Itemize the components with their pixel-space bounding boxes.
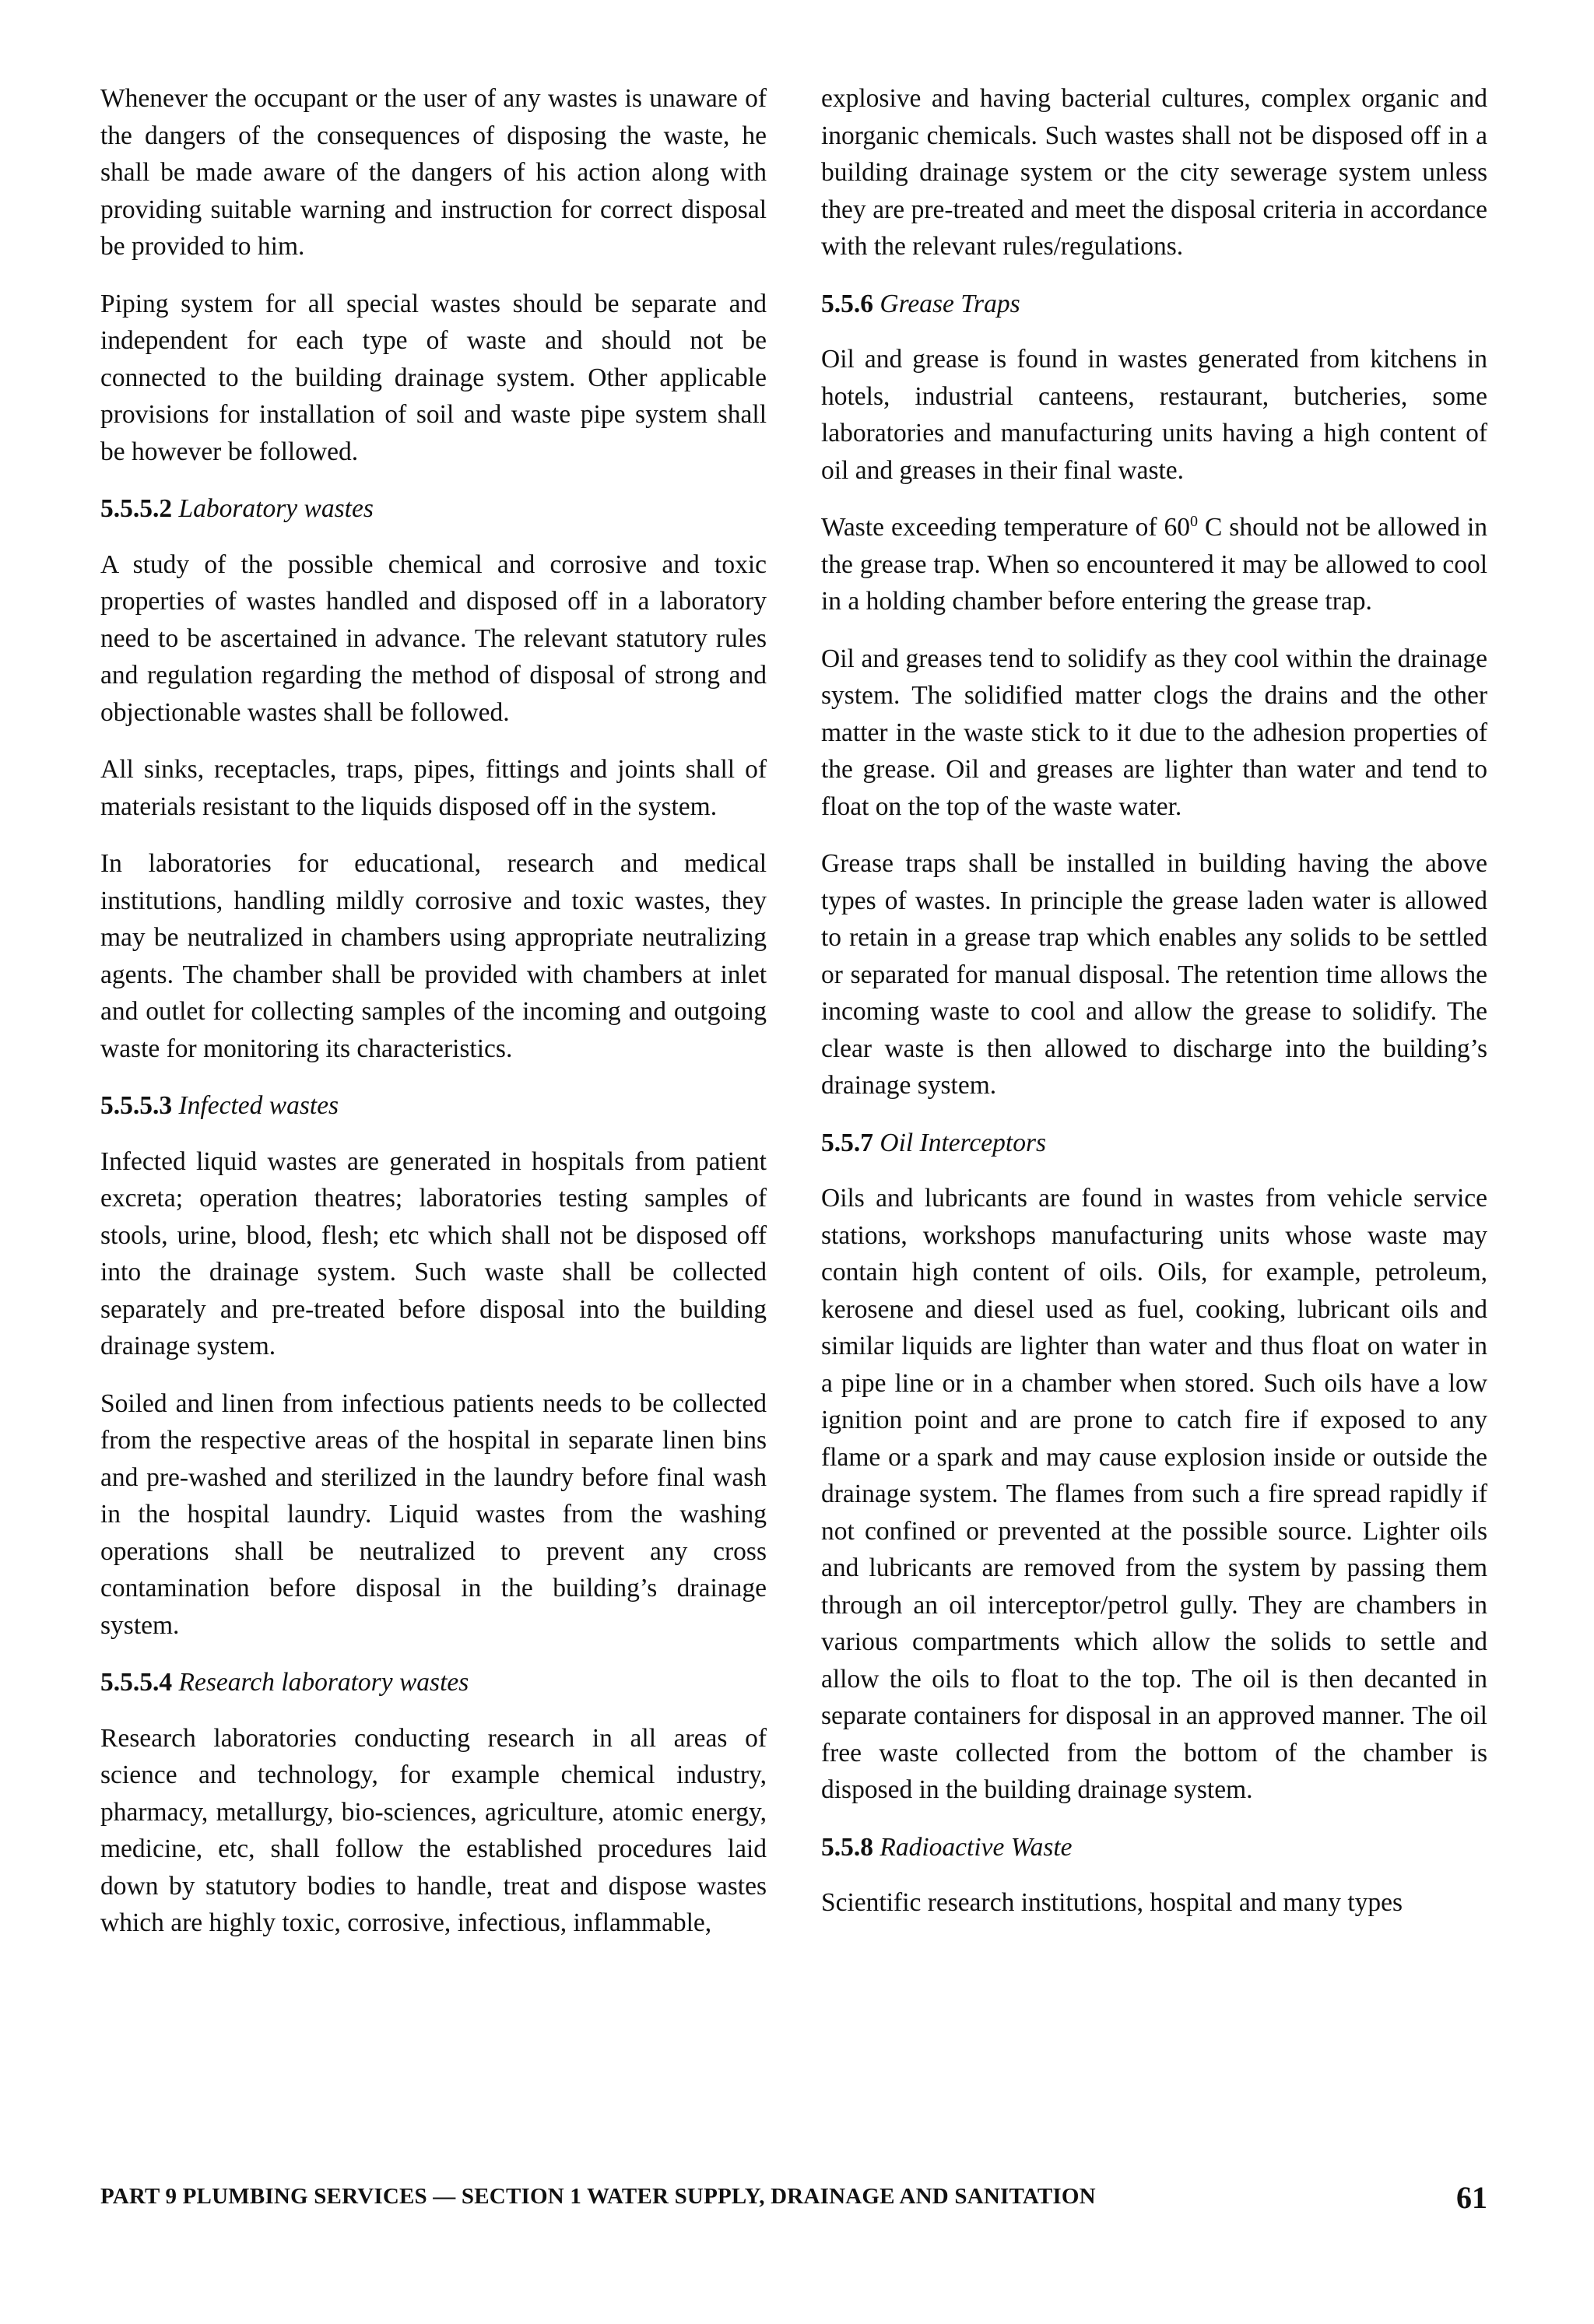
- paragraph: Oils and lubricants are found in wastes from vehicle service stations, workshops manufacturing units whose waste may contain high content of oils. Oils, for example, petroleum, kerosene and diesel used as fuel, cooking, lubricant oils and similar liquids are lighter than water and thus float on water in a pipe line or in a chamber when stored. Such oils have a low ignition point and are prone to catch fire if exposed to any flame or a spark and may cause explosion inside or outside the drainage system. The flames from such a fire spread rapidly if not confined or prevented at the possible source. Lighter oils and lubricants are removed from the system by passing them through an oil interceptor/petrol gully. They are chambers in various compartments which allow the solids to settle and allow the oils to float to the top. The oil is then decanted in separate containers for disposal in an approved manner. The oil free waste collected from the bottom of the chamber is disposed in the building drainage system.: [821, 1184, 1487, 1804]
- page-number: 61: [1456, 2180, 1487, 2215]
- section-heading-5-5-8: [821, 1829, 1487, 1866]
- left-column: [100, 80, 767, 1962]
- section-number: 5.5.6: [821, 289, 873, 318]
- text-run: C should not be allowed in the grease trap. When so encountered it may be allowed to cool in a holding chamber before entering the grease trap.: [821, 513, 1488, 616]
- paragraph: Research laboratories conducting research in all areas of science and technology, for example chemical industry, pharmacy, metallurgy, bio-sciences, agriculture, atomic energy, medicine, etc, shall follow the established procedures laid down by statutory bodies to handle, treat and dispose wastes which are highly toxic, corrosive, infectious, inflammable,: [100, 1723, 767, 1937]
- section-heading-5-5-5-3: [100, 1087, 767, 1125]
- paragraph: Oil and grease is found in wastes generated from kitchens in hotels, industrial canteens, restaurant, butcheries, some laboratories and manufacturing units having a high content of oil and greases in their final waste.: [821, 345, 1487, 485]
- paragraph: Soiled and linen from infectious patients needs to be collected from the respective areas of the hospital in separate linen bins and pre-washed and sterilized in the laundry before final wash in the hospital laundry. Liquid wastes from the washing operations shall be neutralized to prevent any cross contamination before disposal in the building’s drainage system.: [100, 1388, 767, 1640]
- section-title: Oil Interceptors: [880, 1128, 1047, 1157]
- paragraph: Whenever the occupant or the user of any wastes is unaware of the dangers of the consequences of disposing the waste, he shall be made aware of the dangers of his action along with providing suitable warning and instruction for correct disposal be provided to him.: [100, 84, 767, 261]
- paragraph-temperature: [821, 509, 1487, 620]
- paragraph: Scientific research institutions, hospital and many types: [821, 1888, 1403, 1917]
- right-column: [821, 80, 1487, 1942]
- section-heading-5-5-5-4: [100, 1664, 767, 1701]
- section-heading-5-5-7: [821, 1125, 1487, 1162]
- section-number: 5.5.5.3: [100, 1091, 173, 1120]
- paragraph: Oil and greases tend to solidify as they cool within the drainage system. The solidified matter clogs the drains and the other matter in the waste stick to it due to the adhesion properties of the grease. Oil and greases are lighter than water and tend to float on the top of the waste water.: [821, 644, 1487, 821]
- paragraph: In laboratories for educational, research and medical institutions, handling mildly corrosive and toxic wastes, they may be neutralized in chambers using appropriate neutralizing agents. The chamber shall be provided with chambers at inlet and outlet for collecting samples of the incoming and outgoing waste for monitoring its characteristics.: [100, 849, 767, 1063]
- paragraph: Piping system for all special wastes should be separate and independent for each type of waste and should not be connected to the building drainage system. Other applicable provisions for installation of soil and waste pipe system shall be however be followed.: [100, 289, 767, 466]
- page-footer: [100, 2180, 1487, 2224]
- section-number: 5.5.5.4: [100, 1668, 173, 1697]
- section-title: Infected wastes: [178, 1091, 339, 1120]
- section-title: Laboratory wastes: [178, 494, 374, 523]
- section-heading-5-5-5-2: [100, 490, 767, 528]
- paragraph: explosive and having bacterial cultures, complex organic and inorganic chemicals. Such wastes shall not be disposed off in a building drainage system or the city sewerage system unless they are pre-treated and meet the disposal criteria in accordance with the relevant rules/regulations.: [821, 84, 1487, 261]
- section-number: 5.5.5.2: [100, 494, 173, 523]
- section-title: Radioactive Waste: [880, 1832, 1073, 1862]
- text-run: Waste exceeding temperature of 60: [821, 513, 1190, 542]
- section-number: 5.5.8: [821, 1832, 873, 1862]
- paragraph: Grease traps shall be installed in building having the above types of wastes. In principle the grease laden water is allowed to retain in a grease trap which enables any solids to be settled or separated for manual disposal. The retention time allows the incoming waste to cool and allow the grease to solidify. The clear waste is then allowed to discharge into the building’s drainage system.: [821, 849, 1487, 1100]
- degree-superscript: 0: [1190, 512, 1199, 530]
- section-title: Grease Traps: [880, 289, 1020, 318]
- section-title: Research laboratory wastes: [178, 1668, 469, 1697]
- section-number: 5.5.7: [821, 1128, 873, 1157]
- paragraph: A study of the possible chemical and corrosive and toxic properties of wastes handled and disposed off in a laboratory need to be ascertained in advance. The relevant statutory rules and regulation regarding the method of disposal of strong and objectionable wastes shall be followed.: [100, 549, 767, 727]
- paragraph: Infected liquid wastes are generated in hospitals from patient excreta; operation theatres; laboratories testing samples of stools, urine, blood, flesh; etc which shall not be disposed off into the drainage system. Such waste shall be collected separately and pre-treated before disposal into the building drainage system.: [100, 1146, 767, 1360]
- section-heading-5-5-6: [821, 286, 1487, 323]
- footer-running-title: PART 9 PLUMBING SERVICES — SECTION 1 WATER SUPPLY, DRAINAGE AND SANITATION: [100, 2184, 1096, 2209]
- paragraph: All sinks, receptacles, traps, pipes, fittings and joints shall of materials resistant to the liquids disposed off in the system.: [100, 755, 767, 821]
